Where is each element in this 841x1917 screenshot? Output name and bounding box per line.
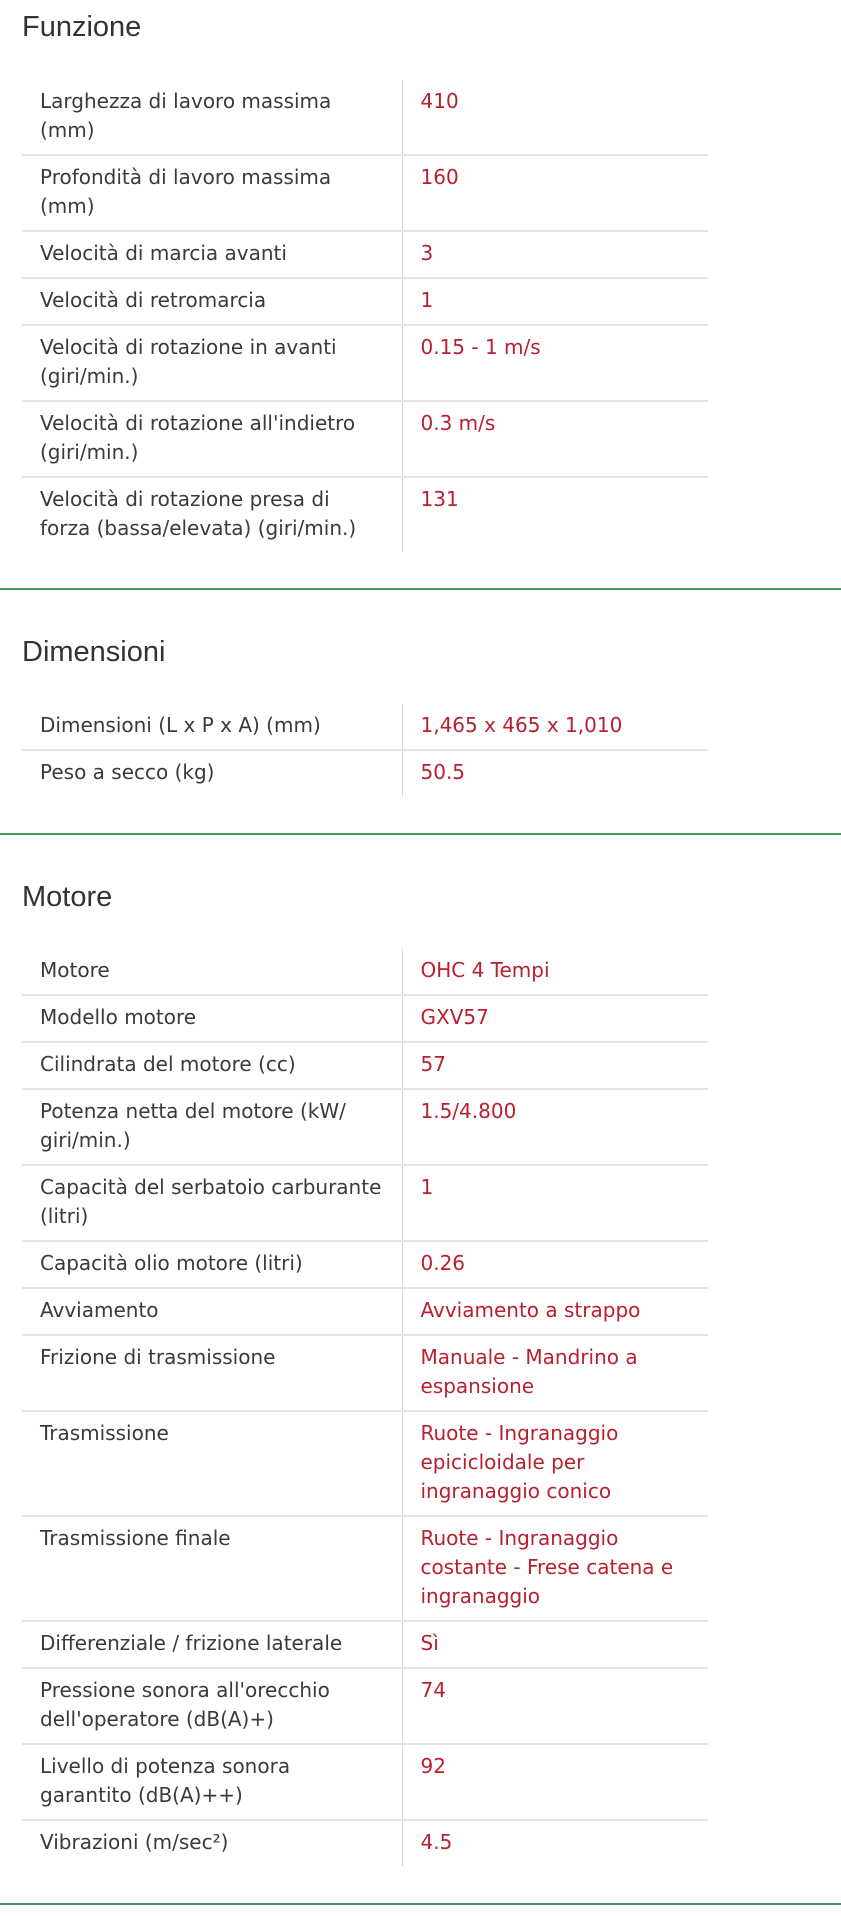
spec-value: 1 [402,278,708,325]
section-motore [0,835,841,1905]
spec-label: Velocità di marcia avanti [22,231,402,278]
spec-value: 74 [402,1668,708,1744]
spec-value: 131 [402,477,708,552]
table-row [22,401,708,477]
table-row [22,80,708,155]
section-dimensioni [0,590,841,835]
spec-value: 410 [420,89,459,113]
spec-label: Trasmissione finale [22,1516,402,1621]
spec-value: Sì [402,1621,708,1668]
spec-label: Motore [22,949,402,995]
table-row [22,1335,708,1411]
spec-label: Livello di potenza sonora garantito (dB(A)++) [22,1744,402,1820]
table-row [22,1089,708,1165]
spec-label: Avviamento [22,1288,402,1335]
spec-label: Pressione sonora all'orecchio dell'operatore (dB(A)+) [22,1668,402,1744]
table-row [22,231,708,278]
table-row [22,1411,708,1516]
spec-value: Avviamento a strappo [402,1288,708,1335]
spec-label: Capacità del serbatoio carburante (litri) [22,1165,402,1241]
spec-value: 1,465 x 465 x 1,010 [420,713,623,737]
spec-value: Manuale - Mandrino a espansione [402,1335,708,1411]
table-row [22,1621,708,1668]
spec-label: Velocità di rotazione presa di forza (bassa/elevata) (giri/min.) [22,477,402,552]
table-row [22,1516,708,1621]
spec-value: 92 [402,1744,708,1820]
table-row [22,1668,708,1744]
table-row [22,1820,708,1866]
spec-value: OHC 4 Tempi [420,958,550,982]
spec-value: 3 [402,231,708,278]
table-row [22,477,708,552]
table-row [22,155,708,231]
spec-label: Frizione di trasmissione [22,1335,402,1411]
spec-value: 0.15 - 1 m/s [402,325,708,401]
table-row [22,704,708,750]
spec-label: Differenziale / frizione laterale [22,1621,402,1668]
spec-value: 0.26 [402,1241,708,1288]
table-row [22,325,708,401]
spec-label: Capacità olio motore (litri) [22,1241,402,1288]
table-row [22,1165,708,1241]
section-title: Dimensioni [22,636,166,668]
spec-label: Trasmissione [22,1411,402,1516]
spec-table-dimensioni [22,704,708,796]
spec-label: Cilindrata del motore (cc) [22,1042,402,1089]
spec-value: GXV57 [402,995,708,1042]
spec-label: Profondità di lavoro massima (mm) [22,155,402,231]
spec-value: 160 [402,155,708,231]
spec-value: Ruote - Ingranaggio epicicloidale per ingranaggio conico [402,1411,708,1516]
spec-value: 50.5 [402,750,708,796]
table-row [22,278,708,325]
spec-label: Peso a secco (kg) [22,750,402,796]
table-row [22,1241,708,1288]
section-funzione [0,0,841,590]
spec-label: Vibrazioni (m/sec²) [22,1820,402,1866]
spec-label: Velocità di rotazione all'indietro (giri/min.) [22,401,402,477]
table-row [22,750,708,796]
table-row [22,1288,708,1335]
table-row [22,1744,708,1820]
table-row [22,1042,708,1089]
spec-label: Modello motore [22,995,402,1042]
spec-value: 1 [402,1165,708,1241]
spec-label: Dimensioni (L x P x A) (mm) [22,704,402,750]
section-title: Motore [22,881,113,913]
table-row [22,949,708,995]
spec-label: Velocità di rotazione in avanti (giri/min.) [22,325,402,401]
spec-label: Velocità di retromarcia [22,278,402,325]
spec-table-funzione [22,80,708,552]
spec-value: 0.3 m/s [402,401,708,477]
spec-value: Ruote - Ingranaggio costante - Frese catena e ingranaggio [402,1516,708,1621]
table-row [22,995,708,1042]
spec-value: 1.5/4.800 [402,1089,708,1165]
spec-value: 4.5 [402,1820,708,1866]
spec-table-motore [22,949,708,1866]
spec-value: 57 [402,1042,708,1089]
spec-label: Potenza netta del motore (kW/ giri/min.) [22,1089,402,1165]
spec-label: Larghezza di lavoro massima (mm) [22,80,402,155]
section-title: Funzione [22,11,142,43]
